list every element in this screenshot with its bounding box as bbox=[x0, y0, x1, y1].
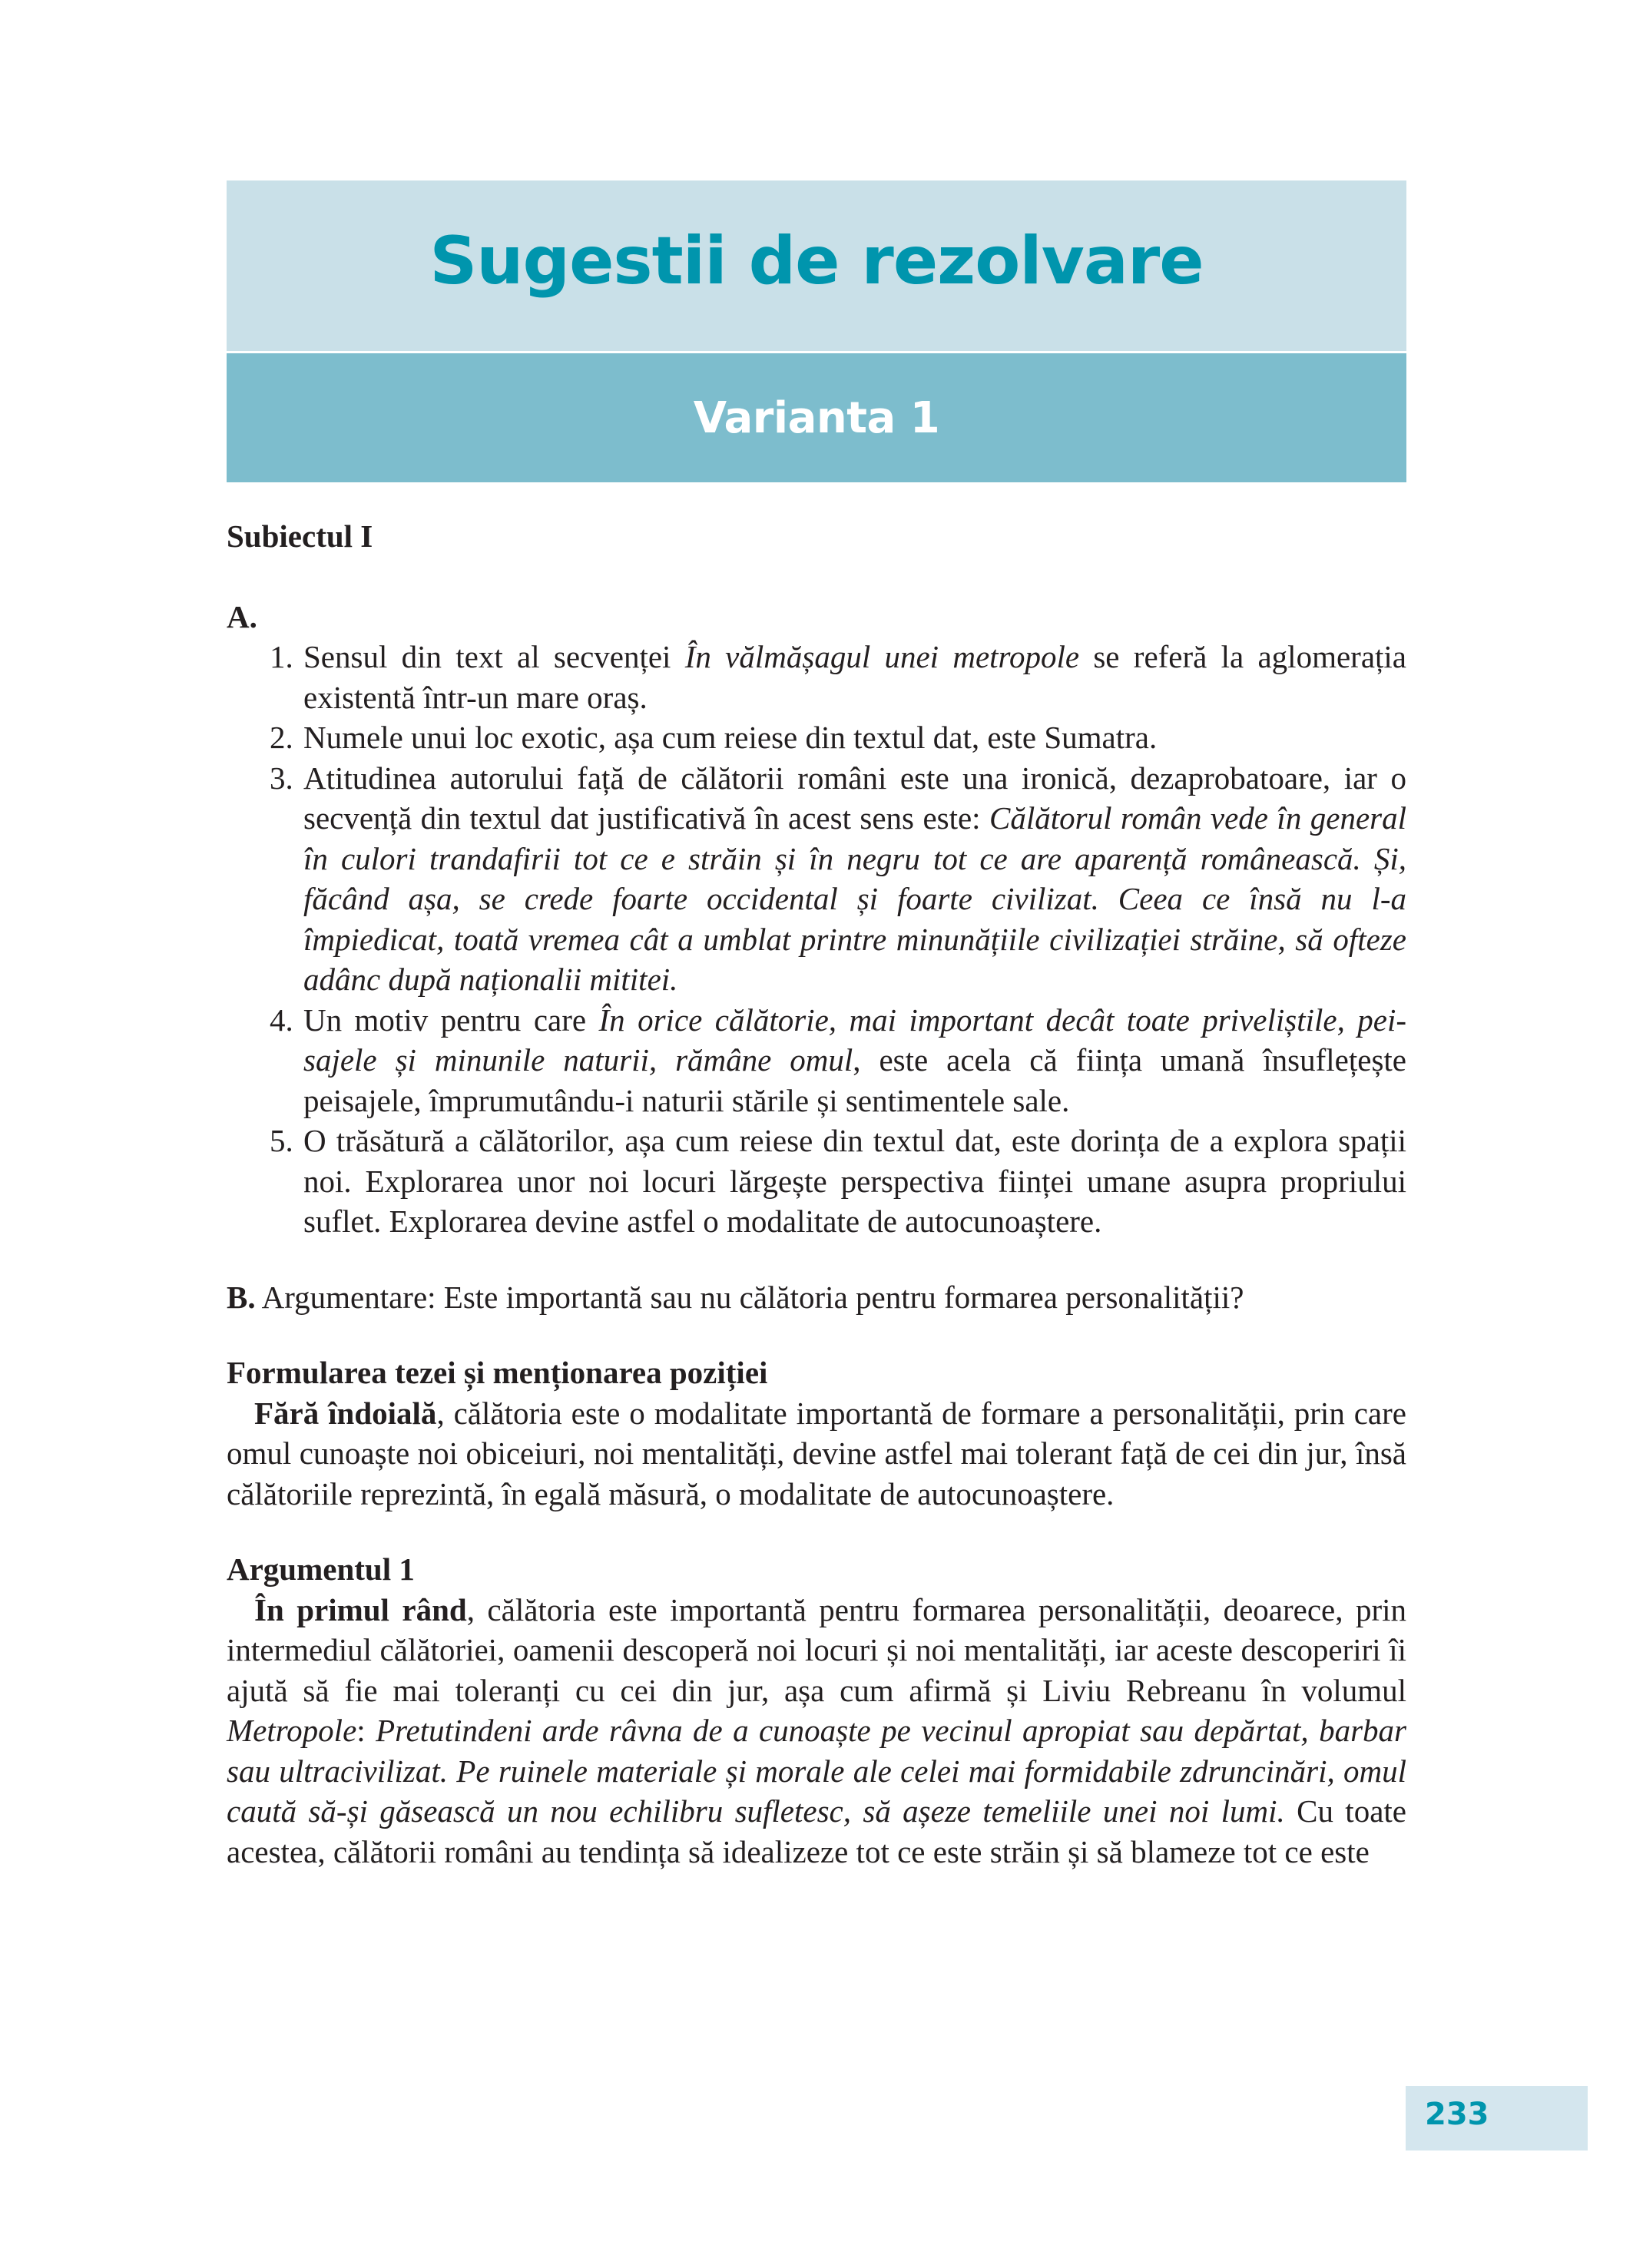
argument-1-heading: Argumentul 1 bbox=[227, 1551, 415, 1587]
italic-run: Pretutindeni arde râvna de a cunoaște pe vecinul apropiat sau depărtat, barbar sau ultracivilizat. Pe ruinele materiale și morale ale celei mai formidabile zdruncinări, omul caută să-și găsească un nou echilibru sufletesc, să așeze temeliile unei noi lumi. bbox=[227, 1713, 1406, 1829]
variant-title: Varianta 1 bbox=[693, 392, 940, 443]
text-run: Numele unui loc exotic, așa cum reiese din textul dat, este Sumatra. bbox=[303, 720, 1158, 755]
argument-1-text bbox=[227, 1592, 1406, 1869]
subject-heading: Subiectul I bbox=[227, 518, 373, 554]
text-run: O trăsătură a călătorilor, așa cum reiese din textul dat, este dorința de a explora spații noi. Explorarea unor noi locuri lărgește perspectiva ființei umane asupra propriului suflet. Explorarea devine astfel o modalitate de autocunoaștere. bbox=[303, 1123, 1406, 1239]
item-number: 5. bbox=[270, 1123, 293, 1158]
bold-run: În primul rând bbox=[254, 1591, 467, 1627]
item-text bbox=[303, 639, 1406, 715]
spacer bbox=[227, 557, 1406, 597]
thesis-paragraph bbox=[227, 1393, 1406, 1515]
item-number: 3. bbox=[270, 760, 293, 796]
text-run: se referă la aglomerația existentă într-un mare oraș. bbox=[303, 639, 1406, 715]
answer-item bbox=[227, 637, 1406, 717]
text-run: Un motiv pentru care bbox=[303, 1002, 599, 1038]
spacer bbox=[227, 1514, 1406, 1549]
item-text bbox=[303, 720, 1157, 755]
item-number: 4. bbox=[270, 1002, 293, 1038]
item-text bbox=[303, 1123, 1406, 1239]
item-number: 2. bbox=[270, 720, 293, 755]
page-title: Sugestii de rezolvare bbox=[429, 223, 1204, 300]
page-number: 233 bbox=[1425, 2097, 1489, 2132]
text-run: Sensul din text al secvenței bbox=[303, 639, 685, 674]
argument-1-paragraph bbox=[227, 1590, 1406, 1872]
item-text bbox=[303, 760, 1406, 998]
answer-item bbox=[227, 1121, 1406, 1242]
italic-run: În orice călătorie, mai important decât toate priveliștile, peisajele și minunile naturii, rămâne omul bbox=[303, 1002, 1406, 1078]
variant-band bbox=[227, 353, 1406, 482]
spacer bbox=[227, 1242, 1406, 1277]
part-b-text: Argumentare: Este importantă sau nu călătoria pentru formarea personalității? bbox=[255, 1279, 1244, 1315]
item-number: 1. bbox=[270, 639, 293, 674]
italic-run: În vălmășagul unei metropole bbox=[684, 639, 1080, 674]
thesis-heading: Formularea tezei și menționarea poziției bbox=[227, 1355, 768, 1390]
italic-run: Metropole bbox=[227, 1713, 357, 1748]
thesis-text: , călătoria este o modalitate importantă de formare a personalității, prin care omul cunoaște noi obiceiuri, noi mentalități, devine astfel mai tolerant față de cei din jur, însă călătoriile reprezintă, în egală măsură, o modalitate de autocunoaștere. bbox=[227, 1395, 1406, 1511]
answer-item bbox=[227, 717, 1406, 758]
text-run: , este acela că ființa umană însuflețește peisajele, împrumutându-i naturii stările și sentimentele sale. bbox=[303, 1042, 1406, 1118]
text-run: : bbox=[356, 1713, 376, 1748]
text-run: Cu toate acestea, călătorii români au tendința să idealizeze tot ce este străin și să blameze tot ce este bbox=[227, 1793, 1406, 1869]
text-run: , călătoria este importantă pentru formarea personalității, deoarece, prin intermediul călătoriei, oamenii descoperă noi locuri și noi mentalități, iar aceste descoperiri îi ajută să fie mai toleranți cu cei din jur, așa cum afirmă și Liviu Rebreanu în volumul bbox=[227, 1591, 1406, 1708]
part-a-label: A. bbox=[227, 598, 257, 634]
part-b-label: B. bbox=[227, 1279, 256, 1315]
item-text bbox=[303, 1002, 1406, 1118]
italic-run: Călătorul român vede în general în culori trandafirii tot ce e străin și în negru tot ce are aparență românească. Și, făcând așa, se crede foarte occidental și foarte civilizat. Ceea ce însă nu l-a împiedicat, toată vremea cât a umblat printre minunățiile civilizației străine, să ofteze adânc după naționalii mititei. bbox=[303, 800, 1406, 997]
thesis-lead: Fără îndoială bbox=[254, 1395, 437, 1431]
document-body bbox=[227, 516, 1406, 1872]
title-band bbox=[227, 180, 1406, 351]
answer-item bbox=[227, 758, 1406, 1000]
page-number-band bbox=[1406, 2086, 1588, 2150]
part-b-prompt bbox=[227, 1277, 1406, 1318]
answer-list bbox=[227, 637, 1406, 1242]
answer-item bbox=[227, 1000, 1406, 1121]
spacer bbox=[227, 1317, 1406, 1353]
text-run: Atitudinea autorului față de călătorii români este una ironică, dezaprobatoare, iar o secvență din textul dat justificativă în acest sens este: bbox=[303, 760, 1406, 836]
